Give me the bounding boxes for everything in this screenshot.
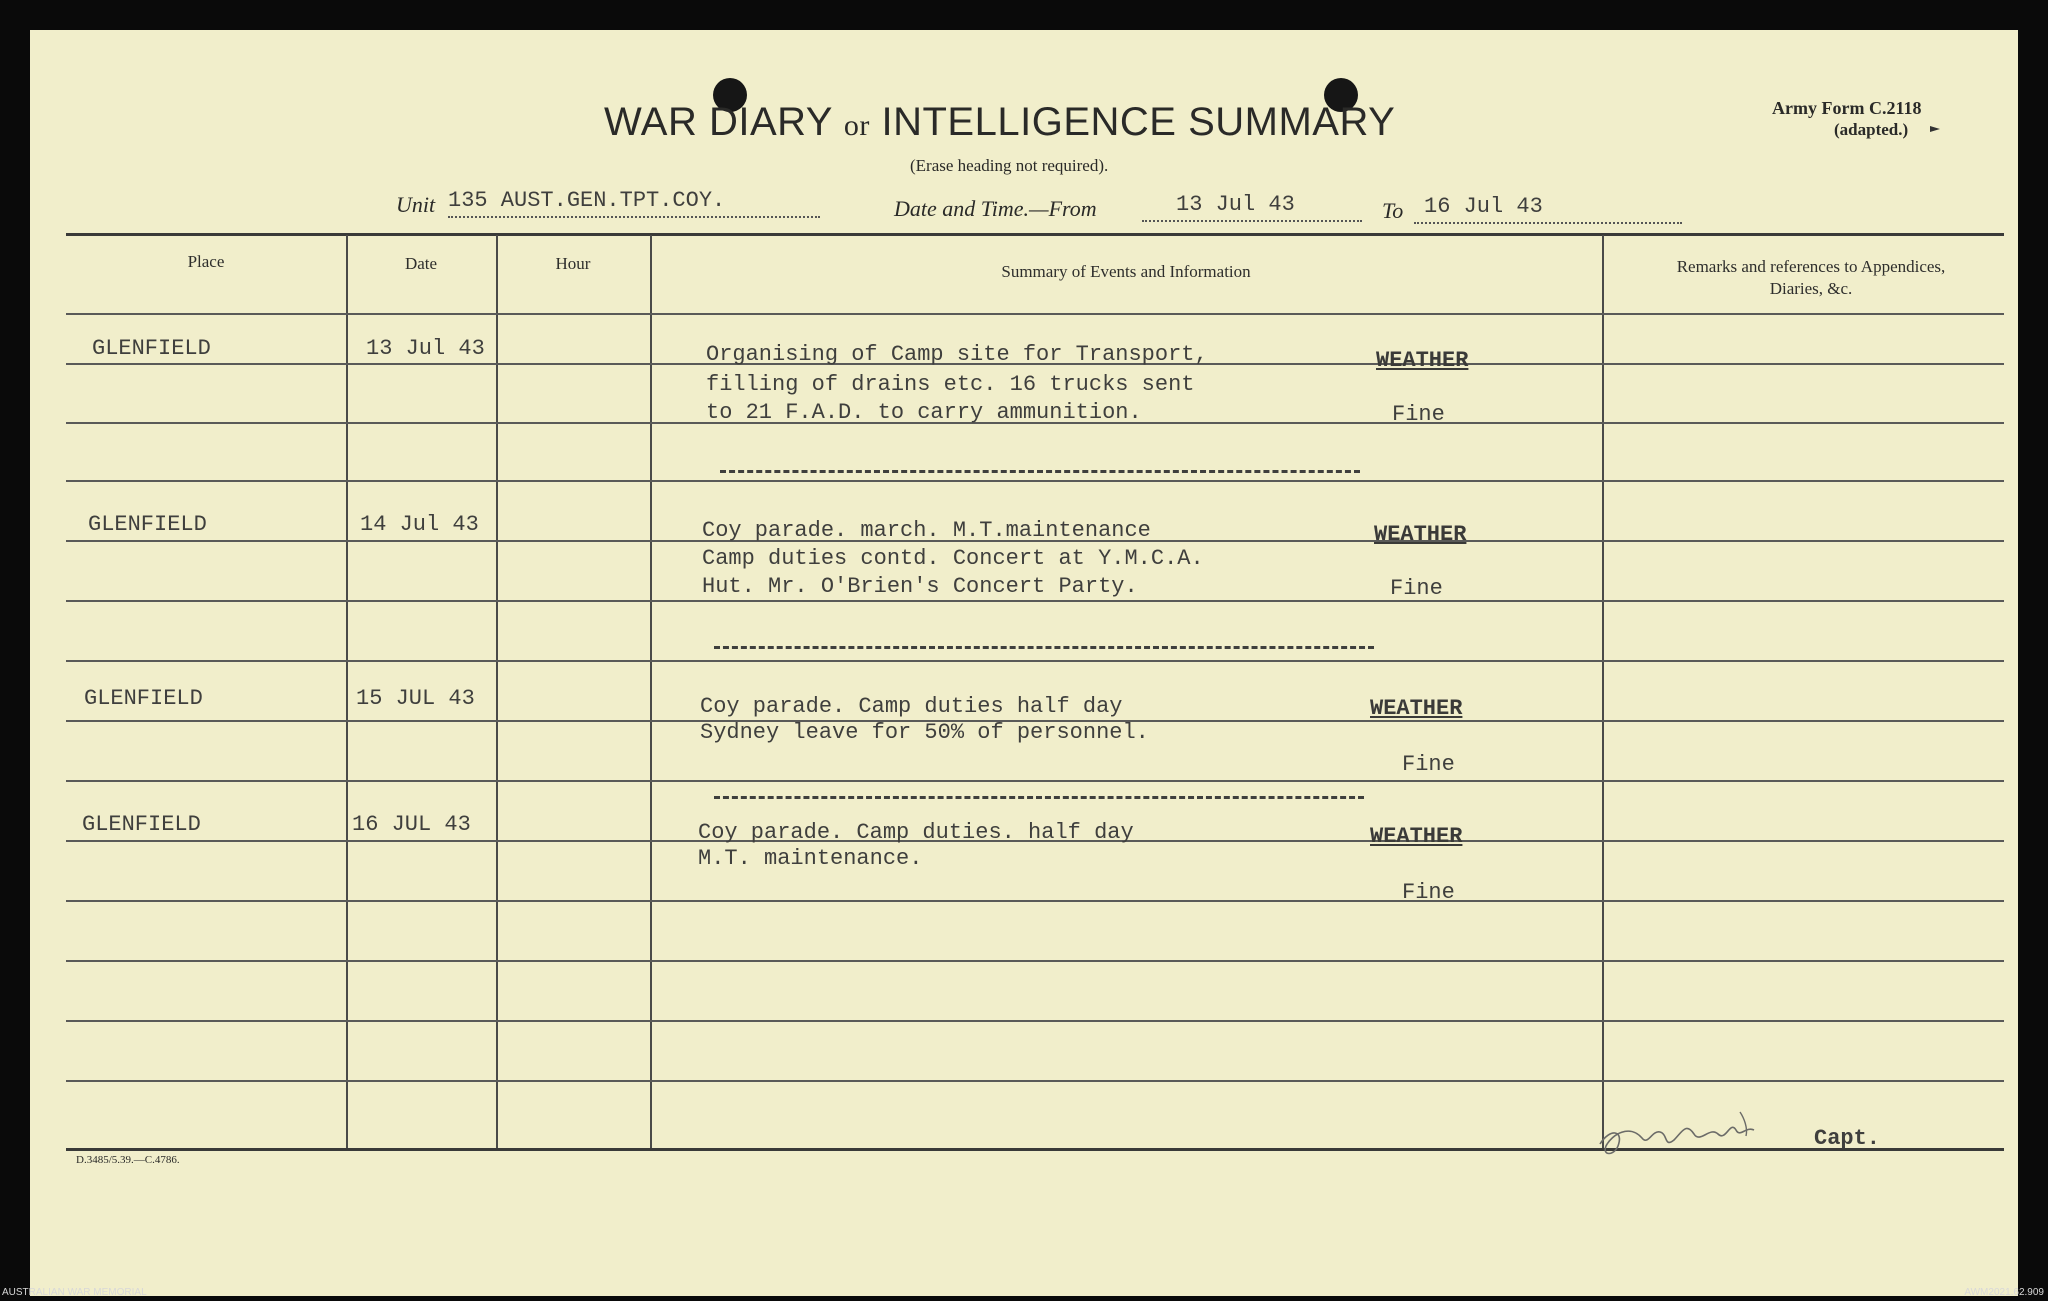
ruled-line <box>66 960 2004 962</box>
entry-summary-line: to 21 F.A.D. to carry ammunition. <box>706 400 1142 425</box>
to-dotted-line <box>1414 222 1682 224</box>
entry-date: 13 Jul 43 <box>366 336 485 361</box>
pencil-mark-icon <box>1930 126 1940 132</box>
ruled-line <box>66 660 2004 662</box>
entry-date: 14 Jul 43 <box>360 512 479 537</box>
column-divider-2 <box>496 235 498 1148</box>
entry-date: 16 JUL 43 <box>352 812 471 837</box>
form-number: Army Form C.2118 <box>1772 98 1922 118</box>
column-header-place: Place <box>187 252 225 271</box>
entry-summary-line: Camp duties contd. Concert at Y.M.C.A. <box>702 546 1204 571</box>
form-title <box>604 100 1395 145</box>
date-time-label: Date and Time.—From <box>894 196 1097 221</box>
form-adapted: (adapted.) <box>1834 120 1909 139</box>
weather-value: Fine <box>1402 752 1455 777</box>
entry-summary-line: Organising of Camp site for Transport, <box>706 342 1208 367</box>
entry-separator <box>720 470 1360 473</box>
entry-separator <box>714 796 1364 799</box>
war-diary-sheet <box>30 30 2018 1296</box>
column-divider-1 <box>346 235 348 1148</box>
ruled-line <box>66 600 2004 602</box>
column-header-date: Date <box>404 254 438 273</box>
unit-label: Unit <box>396 192 436 217</box>
unit-dotted-line <box>448 216 820 218</box>
entry-summary-line: filling of drains etc. 16 trucks sent <box>706 372 1195 397</box>
footer-accession: AWM2021.62.909 <box>1964 1287 2044 1298</box>
footer-institution: AUSTRALIAN WAR MEMORIAL <box>2 1287 147 1298</box>
entry-summary-line: Coy parade. march. M.T.maintenance <box>702 518 1151 543</box>
ruled-line <box>66 1020 2004 1022</box>
title-intelligence-summary: INTELLIGENCE SUMMARY <box>881 100 1396 144</box>
ruled-line <box>66 480 2004 482</box>
from-value: 13 Jul 43 <box>1176 192 1295 217</box>
entry-summary-line: Sydney leave for 50% of personnel. <box>700 720 1149 745</box>
weather-value: Fine <box>1390 576 1443 601</box>
ruled-line <box>66 900 2004 902</box>
entry-date: 15 JUL 43 <box>356 686 475 711</box>
to-label: To <box>1382 198 1404 223</box>
form-subtitle: (Erase heading not required). <box>910 156 1109 175</box>
title-war-diary: WAR DIARY <box>604 100 833 144</box>
from-dotted-line <box>1142 220 1362 222</box>
entry-place: GLENFIELD <box>82 812 201 837</box>
column-header-remarks: Remarks and references to Appendices, Diaries, &c. <box>1676 257 1946 298</box>
signature-rank: Capt. <box>1814 1126 1881 1151</box>
weather-value: Fine <box>1402 880 1455 905</box>
ruled-line <box>66 780 2004 782</box>
header-bottom-rule <box>66 313 2004 315</box>
weather-label: WEATHER <box>1370 696 1463 721</box>
column-divider-3 <box>650 235 652 1148</box>
table-top-rule <box>66 233 2004 236</box>
column-divider-4 <box>1602 235 1604 1148</box>
weather-value: Fine <box>1392 402 1445 427</box>
print-code: D.3485/5.39.—C.4786. <box>76 1154 180 1166</box>
entry-summary-line: Coy parade. Camp duties. half day <box>698 820 1134 845</box>
entry-place: GLENFIELD <box>88 512 207 537</box>
title-or: or <box>843 109 870 142</box>
entry-separator <box>714 646 1374 649</box>
column-header-summary: Summary of Events and Information <box>1001 262 1251 281</box>
entry-summary-line: Hut. Mr. O'Brien's Concert Party. <box>702 574 1138 599</box>
column-header-hour: Hour <box>555 254 591 273</box>
entry-place: GLENFIELD <box>92 336 211 361</box>
entry-summary-line: M.T. maintenance. <box>698 846 923 871</box>
weather-label: WEATHER <box>1370 824 1463 849</box>
entry-summary-line: Coy parade. Camp duties half day <box>700 694 1123 719</box>
unit-value: 135 AUST.GEN.TPT.COY. <box>448 188 726 213</box>
weather-label: WEATHER <box>1376 348 1469 373</box>
entry-place: GLENFIELD <box>84 686 203 711</box>
weather-label: WEATHER <box>1374 522 1467 547</box>
ruled-line <box>66 1080 2004 1082</box>
to-value: 16 Jul 43 <box>1424 194 1543 219</box>
signature-scribble <box>1590 1100 1780 1162</box>
